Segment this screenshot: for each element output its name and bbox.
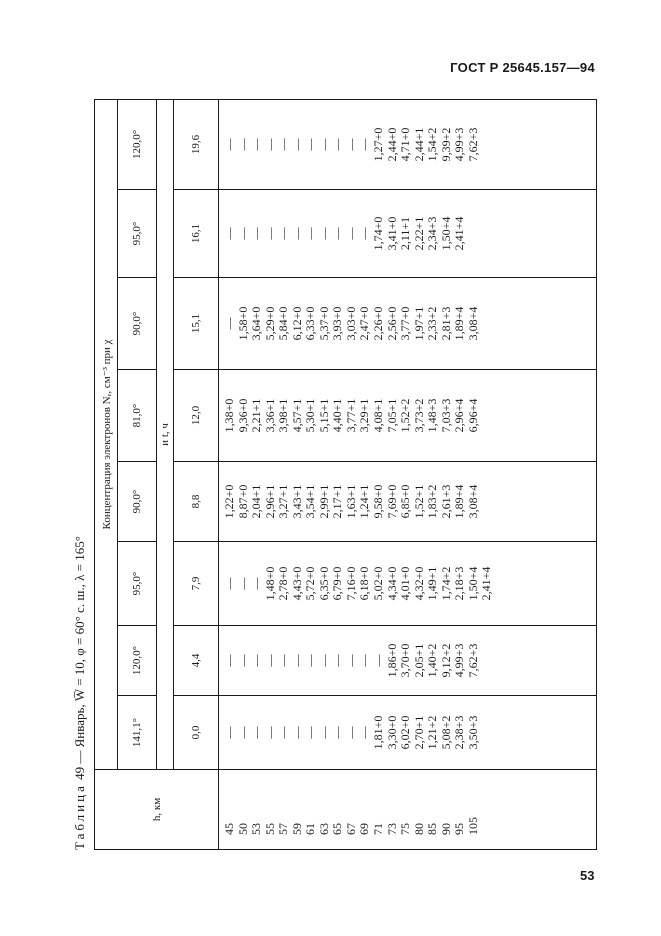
concentration-value: — xyxy=(330,227,345,240)
concentration-column xyxy=(219,190,597,278)
concentration-value: 3,36+1 xyxy=(262,398,277,433)
height-value: 95 xyxy=(452,823,467,835)
concentration-value: 2,11+1 xyxy=(398,216,413,251)
concentration-value: 1,89+4 xyxy=(452,484,467,519)
height-value: 75 xyxy=(398,823,413,835)
concentration-value: — xyxy=(235,726,250,739)
concentration-value: 5,29+0 xyxy=(262,306,277,341)
concentration-value: 9,39+2 xyxy=(438,127,453,162)
concentration-value: 3,98+1 xyxy=(276,398,291,433)
concentration-value: 1,38+0 xyxy=(222,398,236,433)
height-value: 69 xyxy=(357,823,372,835)
concentration-value: 1,40+2 xyxy=(425,643,440,678)
height-value: 61 xyxy=(303,823,318,835)
concentration-value: 2,21+1 xyxy=(249,398,264,433)
concentration-value: — xyxy=(222,726,236,739)
concentration-value: — xyxy=(343,654,358,667)
concentration-value: 2,41+4 xyxy=(452,216,467,251)
concentration-column xyxy=(219,278,597,370)
concentration-value: — xyxy=(289,138,304,151)
concentration-value: — xyxy=(262,227,277,240)
t-header-cell: 8,8 xyxy=(174,462,219,542)
concentration-value: 1,54+2 xyxy=(425,127,440,162)
concentration-value: — xyxy=(262,726,277,739)
concentration-value: — xyxy=(330,654,345,667)
concentration-value: 4,34+0 xyxy=(384,566,399,601)
concentration-value: — xyxy=(249,227,264,240)
concentration-value: 7,05+1 xyxy=(384,398,399,433)
concentration-value: 3,70+0 xyxy=(398,643,413,678)
height-value: 65 xyxy=(330,823,345,835)
concentration-value: 1,48+0 xyxy=(262,566,277,601)
concentration-value: 6,96+4 xyxy=(465,398,480,433)
height-value: 105 xyxy=(465,817,480,835)
height-value: 90 xyxy=(438,823,453,835)
concentration-value: — xyxy=(222,227,236,240)
concentration-column xyxy=(219,370,597,462)
concentration-value: 3,50+3 xyxy=(465,715,480,750)
concentration-value: — xyxy=(303,138,318,151)
concentration-column xyxy=(219,626,597,696)
concentration-value: 2,33+2 xyxy=(425,306,440,341)
concentration-value: 7,62+3 xyxy=(465,127,480,162)
concentration-column xyxy=(219,696,597,770)
concentration-value: — xyxy=(303,227,318,240)
concentration-value: — xyxy=(235,654,250,667)
concentration-value: 2,17+1 xyxy=(330,484,345,519)
concentration-value: — xyxy=(316,227,331,240)
concentration-value: 1,52+2 xyxy=(398,398,413,433)
concentration-value: 1,89+4 xyxy=(452,306,467,341)
t-header-cell: 16,1 xyxy=(174,190,219,278)
concentration-value: — xyxy=(357,726,372,739)
concentration-value: — xyxy=(343,138,358,151)
concentration-value: — xyxy=(357,227,372,240)
concentration-value: 8,87+0 xyxy=(235,484,250,519)
concentration-value: — xyxy=(276,726,291,739)
concentration-value: — xyxy=(357,654,372,667)
concentration-value: — xyxy=(222,317,236,330)
chi-header-cell: 81,0° xyxy=(118,370,157,462)
t-header-cell: 19,6 xyxy=(174,99,219,189)
concentration-value: 2,44+0 xyxy=(384,127,399,162)
caption-text: 49 — Январь, W̅ = 10, φ = 60° с. ш., λ = 165° xyxy=(72,536,87,780)
concentration-value: 4,32+0 xyxy=(411,566,426,601)
concentration-value: 6,35+0 xyxy=(316,566,331,601)
concentration-value: 5,08+2 xyxy=(438,715,453,750)
chi-header-cell: 120,0° xyxy=(118,99,157,189)
page-number: 53 xyxy=(580,868,595,883)
height-value: 85 xyxy=(425,823,440,835)
concentration-value: 2,44+1 xyxy=(411,127,426,162)
concentration-value: 2,99+1 xyxy=(316,484,331,519)
group-header: Концентрация электронов Nₑ, см⁻³ при χ xyxy=(95,99,118,769)
concentration-value: — xyxy=(276,654,291,667)
concentration-value: — xyxy=(357,138,372,151)
concentration-value: 1,27+0 xyxy=(371,127,386,162)
height-value: 73 xyxy=(384,823,399,835)
concentration-value: 2,56+0 xyxy=(384,306,399,341)
chi-header-cell: 90,0° xyxy=(118,462,157,542)
concentration-value: — xyxy=(222,577,236,590)
height-value: 67 xyxy=(343,823,358,835)
height-value: 50 xyxy=(235,823,250,835)
concentration-value: 5,15+1 xyxy=(316,398,331,433)
concentration-value: — xyxy=(262,138,277,151)
concentration-value: 3,41+0 xyxy=(384,216,399,251)
rotated-table-block xyxy=(70,100,630,850)
height-value: 45 xyxy=(222,823,236,835)
concentration-value: 3,08+4 xyxy=(465,484,480,519)
t-header-cell: 12,0 xyxy=(174,370,219,462)
concentration-value: 5,02+0 xyxy=(371,566,386,601)
concentration-value: 1,50+4 xyxy=(465,566,480,601)
concentration-value: 2,05+1 xyxy=(411,643,426,678)
concentration-value: — xyxy=(276,138,291,151)
concentration-value: — xyxy=(316,726,331,739)
concentration-value: 6,02+0 xyxy=(398,715,413,750)
concentration-value: 7,62+3 xyxy=(465,643,480,678)
concentration-value: 4,71+0 xyxy=(398,127,413,162)
concentration-value: — xyxy=(289,726,304,739)
concentration-value: 2,81+3 xyxy=(438,306,453,341)
height-value: 59 xyxy=(289,823,304,835)
concentration-value: 1,48+3 xyxy=(425,398,440,433)
concentration-value: 2,96+4 xyxy=(452,398,467,433)
t-header-cell: 15,1 xyxy=(174,278,219,370)
concentration-column xyxy=(219,542,597,626)
concentration-value: — xyxy=(222,654,236,667)
concentration-value: 3,08+4 xyxy=(465,306,480,341)
concentration-value: 2,78+0 xyxy=(276,566,291,601)
concentration-value: 6,33+0 xyxy=(303,306,318,341)
concentration-value: 9,36+0 xyxy=(235,398,250,433)
concentration-value: — xyxy=(249,654,264,667)
concentration-value: 5,37+0 xyxy=(316,306,331,341)
concentration-value: 4,40+1 xyxy=(330,398,345,433)
concentration-value: 4,99+3 xyxy=(452,643,467,678)
concentration-value: — xyxy=(330,726,345,739)
concentration-value: 3,54+1 xyxy=(303,484,318,519)
t-header-cell: 4,4 xyxy=(174,626,219,696)
concentration-value: 4,57+1 xyxy=(289,398,304,433)
height-value: 55 xyxy=(262,823,277,835)
concentration-value: 6,18+0 xyxy=(357,566,372,601)
concentration-value: 1,86+0 xyxy=(384,643,399,678)
height-value: 53 xyxy=(249,823,264,835)
concentration-value: — xyxy=(303,726,318,739)
concentration-value: 1,21+2 xyxy=(425,715,440,750)
concentration-value: 3,77+0 xyxy=(398,306,413,341)
concentration-value: 1,58+0 xyxy=(235,306,250,341)
concentration-value: 3,73+2 xyxy=(411,398,426,433)
concentration-value: — xyxy=(249,577,264,590)
concentration-value: 1,49+1 xyxy=(425,566,440,601)
concentration-value: — xyxy=(316,654,331,667)
concentration-value: 2,38+3 xyxy=(452,715,467,750)
concentration-value: 5,72+0 xyxy=(303,566,318,601)
height-value: 80 xyxy=(411,823,426,835)
concentration-value: 4,08+1 xyxy=(371,398,386,433)
concentration-value: — xyxy=(235,138,250,151)
concentration-value: 3,30+0 xyxy=(384,715,399,750)
concentration-value: 5,84+0 xyxy=(276,306,291,341)
concentration-value: 2,22+1 xyxy=(411,216,426,251)
height-values-column xyxy=(219,770,597,850)
concentration-value: — xyxy=(289,654,304,667)
concentration-value: 2,70+1 xyxy=(411,715,426,750)
concentration-value: — xyxy=(371,654,386,667)
concentration-value: — xyxy=(303,654,318,667)
chi-header-cell: 95,0° xyxy=(118,542,157,626)
concentration-value: 7,16+0 xyxy=(343,566,358,601)
concentration-value: 1,63+1 xyxy=(343,484,358,519)
concentration-value: 3,29+1 xyxy=(357,398,372,433)
concentration-value: 1,74+0 xyxy=(371,216,386,251)
concentration-value: 6,85+0 xyxy=(398,484,413,519)
concentration-value: 2,47+0 xyxy=(357,306,372,341)
concentration-value: 9,12+2 xyxy=(438,643,453,678)
concentration-value: 6,12+0 xyxy=(289,306,304,341)
concentration-value: — xyxy=(262,654,277,667)
concentration-value: 5,30+1 xyxy=(303,398,318,433)
concentration-value: 4,99+3 xyxy=(452,127,467,162)
caption-label: Таблица xyxy=(72,783,87,850)
concentration-value: 1,52+1 xyxy=(411,484,426,519)
concentration-value: 6,79+0 xyxy=(330,566,345,601)
table-caption xyxy=(70,100,90,850)
concentration-value: 1,22+0 xyxy=(222,484,236,519)
t-header-cell: 0,0 xyxy=(174,696,219,770)
chi-header-cell: 95,0° xyxy=(118,190,157,278)
concentration-value: 1,81+0 xyxy=(371,715,386,750)
concentration-value: — xyxy=(330,138,345,151)
concentration-value: 2,18+3 xyxy=(452,566,467,601)
chi-header-cell: 120,0° xyxy=(118,626,157,696)
height-value: 71 xyxy=(371,823,386,835)
t-header-cell: 7,9 xyxy=(174,542,219,626)
concentration-column xyxy=(219,462,597,542)
concentration-value: 9,58+0 xyxy=(371,484,386,519)
concentration-value: 2,96+1 xyxy=(262,484,277,519)
electron-concentration-table xyxy=(94,99,597,850)
concentration-value: — xyxy=(343,726,358,739)
standard-header: ГОСТ Р 25645.157—94 xyxy=(450,60,595,75)
concentration-value: 1,74+2 xyxy=(438,566,453,601)
concentration-column xyxy=(219,99,597,189)
concentration-value: 3,03+0 xyxy=(343,306,358,341)
concentration-value: 3,27+1 xyxy=(276,484,291,519)
concentration-value: — xyxy=(222,138,236,151)
concentration-value: 7,03+3 xyxy=(438,398,453,433)
concentration-value: — xyxy=(276,227,291,240)
concentration-value: 1,50+4 xyxy=(438,216,453,251)
concentration-value: 3,77+1 xyxy=(343,398,358,433)
sub-header: и t, ч xyxy=(157,99,174,769)
concentration-value: 4,01+0 xyxy=(398,566,413,601)
concentration-value: 2,04+1 xyxy=(249,484,264,519)
concentration-value: — xyxy=(343,227,358,240)
concentration-value: 2,34+3 xyxy=(425,216,440,251)
concentration-value: — xyxy=(235,577,250,590)
concentration-value: — xyxy=(249,726,264,739)
chi-header-cell: 141,1° xyxy=(118,696,157,770)
concentration-value: 3,43+1 xyxy=(289,484,304,519)
concentration-value: — xyxy=(249,138,264,151)
concentration-value: 1,24+1 xyxy=(357,484,372,519)
concentration-value: 1,97+1 xyxy=(411,306,426,341)
height-value: 63 xyxy=(316,823,331,835)
concentration-value: 2,61+3 xyxy=(438,484,453,519)
chi-header-cell: 90,0° xyxy=(118,278,157,370)
concentration-value: — xyxy=(235,227,250,240)
height-value: 57 xyxy=(276,823,291,835)
concentration-value: — xyxy=(316,138,331,151)
concentration-value: 4,43+0 xyxy=(289,566,304,601)
concentration-value: 1,83+2 xyxy=(425,484,440,519)
concentration-value: 2,26+0 xyxy=(371,306,386,341)
concentration-value: 2,41+4 xyxy=(479,566,494,601)
concentration-value: 7,69+0 xyxy=(384,484,399,519)
concentration-value: 3,64+0 xyxy=(249,306,264,341)
concentration-value: 3,93+0 xyxy=(330,306,345,341)
concentration-value: — xyxy=(289,227,304,240)
height-column-header: h, км xyxy=(95,770,219,850)
